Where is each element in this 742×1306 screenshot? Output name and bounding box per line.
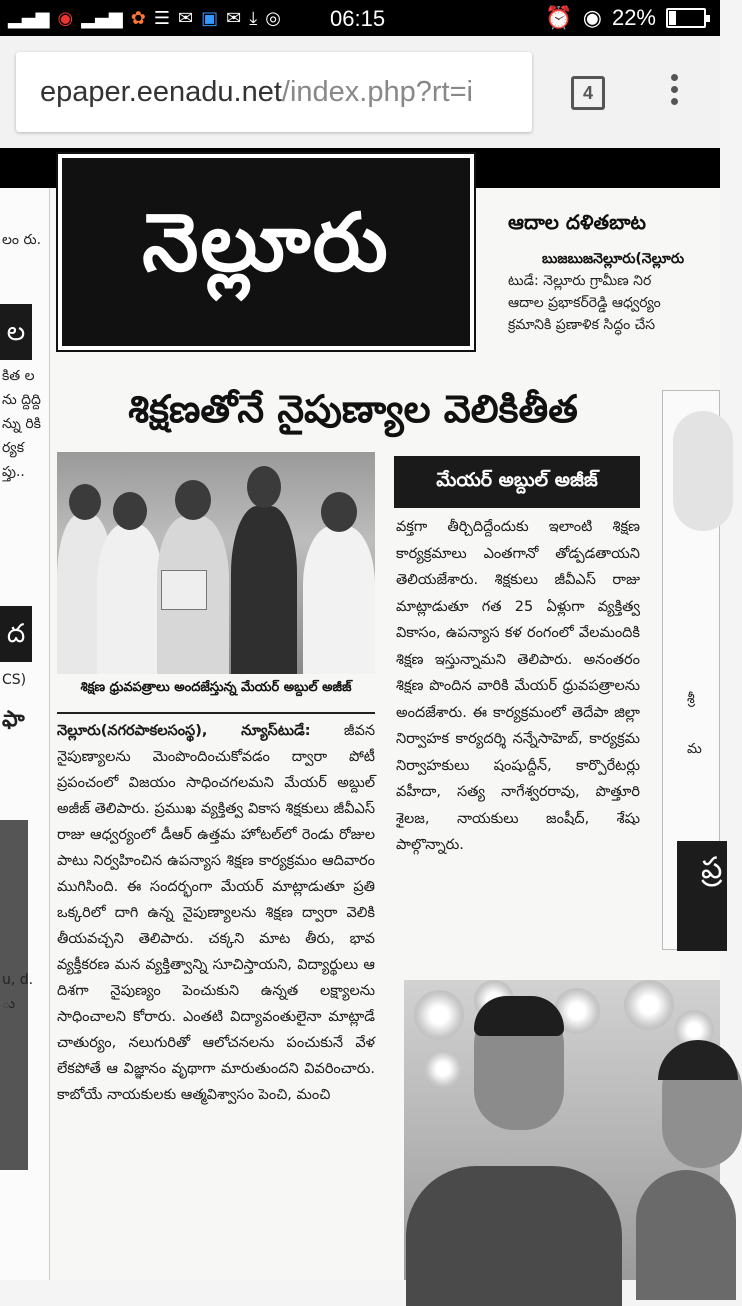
battery-percent: 22%: [611, 5, 656, 30]
right-advertisement[interactable]: [662, 390, 723, 950]
url-path: /index.php?rt=i: [281, 75, 473, 108]
article-body-right: వక్తగా తీర్చిదిద్దేందుకు ఇలాంటి శిక్షణ కార్యక్రమాలు ఎంతగానో తోడ్పడతాయని తెలియజేశారు. శిక్షకులు జీవీఎస్ రాజు మాట్లాడుతూ గత 25 ఏళ్లుగా వ్యక్తిత్వ వికాసం, ఉపన్యాస కళ రంగంలో వేలమందికి శిక్షణ ఇస్తున్నామని తెలిపారు. అనంతరం శిక్షణ పొందిన వారికి మేయర్ ధ్రువపత్రాలను అందజేశారు. ఈ కార్యక్రమంలో తెదేపా జిల్లా నిర్వాహక కార్యదర్శి నన్నేసాహెబ్, కార్యక్రమ నిర్వాహకులు షంషుద్దీన్, కార్పొరేటర్లు వహీదా, సత్య నాగేశ్వరరావు, పొత్తూరి శైలజ, నాయకులు జంషీద్, శేషు పాల్గొన్నారు.: [396, 519, 640, 853]
side-story-line: క్రమానికి ప్రణాళిక సిద్ధం చేస: [508, 317, 656, 333]
ad-text: మ: [687, 741, 702, 757]
side-story-line: ఆదాల ప్రభాకర్‌రెడ్డి ఆధ్వర్యం: [508, 295, 661, 311]
battery-icon: [666, 8, 706, 28]
article-text-left: జీవన నైపుణ్యాలను మెంపొందించుకోవడం ద్వారా పోటీ ప్రపంచంలో విజయం సాధించగలమని మేయర్ అబ్దుల్ అజీజ్ తెలిపారు. ప్రముఖ వ్యక్తిత్వ వికాస శిక్షకులు జీవీఎస్ రాజు ఆధ్వర్యంలో డీఆర్ ఉత్తమ హోటల్‌లో రెండు రోజుల పాటు నిర్వహించిన ఉపన్యాస శిక్షణ కార్యక్రమం ఆదివారం ముగిసింది. ఈ సందర్భంగా మేయర్ మాట్లాడుతూ ప్రతి ఒక్కరిలో దాగి ఉన్న నైపుణ్యాలను శిక్షణ ద్వారా వెలికి తీయవచ్చని తెలిపారు. చక్కని మాట తీరు, భావ వ్యక్తీకరణ మన వ్యక్తిత్వాన్ని సూచిస్తాయని, విద్యార్థులు ఆ దిశగా నైపుణ్యం పెంచుకుని ఉన్నత లక్ష్యాలను సాధించాలని కోరారు. ఎంతటి విద్యావంతులైనా మాట్లాడే చాతుర్యం, నలుగురితో ఆలోచనలను పంచుకునే వేళ లేకపోతే ఆ విజ్ఞానం వృథాగా మారుతుందని వివరించారు. కాబోయే నాయకులకు ఆత్మవిశ్వాసం పెంచి, మంచి: [57, 723, 375, 1103]
strip-box-2: ద: [0, 606, 32, 662]
wifi-box-icon: ▣: [201, 7, 219, 29]
masthead: [58, 154, 474, 350]
strip-text-bottom: u, d. ు: [2, 972, 34, 1012]
ad-block: ప్ర: [677, 841, 727, 951]
strip-text-fa: ఫా: [2, 707, 25, 732]
status-bar: [0, 0, 720, 36]
strip-text-mid: కిత లను ద్దిద్ది న్ను రికి ర్యక ప్తు..: [2, 368, 41, 480]
browser-toolbar: [0, 36, 720, 148]
airtel-icon: ◉: [57, 7, 74, 29]
article-body-left: [57, 714, 375, 1270]
person-man: [406, 1166, 622, 1306]
epaper-page[interactable]: [0, 148, 723, 1280]
person-woman: [636, 1170, 736, 1300]
whatsapp-icon: ◎: [265, 7, 281, 29]
signal-icon: ▂▄▆: [8, 7, 50, 29]
clock: 06:15: [330, 6, 386, 31]
side-story-dateline: బుజబుజనెల్లూరు(నెల్లూరు: [542, 251, 685, 267]
ad-text: శ్రీ: [687, 691, 695, 707]
portrait-photo: [404, 980, 720, 1280]
alarm-icon: ⏰: [545, 5, 573, 30]
strip-text-cs: CS): [2, 672, 27, 688]
strip-box-1: ల: [0, 304, 32, 360]
overflow-menu-icon[interactable]: [664, 74, 684, 114]
side-story[interactable]: [486, 196, 720, 354]
gmail-icon: ✉: [178, 7, 194, 29]
ad-face: [673, 411, 733, 531]
gmail-icon: ✉: [226, 7, 242, 29]
wifi-icon: ☰: [153, 7, 171, 29]
side-story-line: టుడే: నెల్లూరు గ్రామీణ నిర: [508, 273, 652, 289]
article-sub-banner: మేయర్ అబ్దుల్ అజీజ్: [394, 456, 640, 508]
article-photo: [57, 452, 375, 674]
photo-caption: శిక్షణ ధ్రువపత్రాలు అందజేస్తున్న మేయర్ అబ్దుల్ అజీజ్: [80, 680, 352, 695]
left-column-strip[interactable]: [0, 188, 50, 1280]
article-dateline: నెల్లూరు(నగరపాకలసంస్థ), న్యూస్‌టుడే:: [57, 723, 311, 739]
tab-switcher-button[interactable]: 4: [571, 76, 605, 110]
article-headline: శిక్షణతోనే నైపుణ్యాల వెలికితీత: [128, 386, 578, 431]
side-story-title: ఆదాల దళితబాట: [508, 210, 646, 234]
download-icon: ⤓: [249, 7, 258, 29]
masthead-title: నెల్లూరు: [142, 195, 390, 289]
eye-icon: ◉: [582, 5, 602, 30]
weather-icon: ✿: [130, 7, 146, 29]
notification-icons: [8, 6, 281, 30]
signal-icon: ▂▄▆: [81, 7, 123, 29]
address-bar[interactable]: [16, 52, 532, 132]
url-host: epaper.eenadu.net: [40, 75, 282, 108]
strip-text-top: లం రు.: [2, 232, 42, 248]
